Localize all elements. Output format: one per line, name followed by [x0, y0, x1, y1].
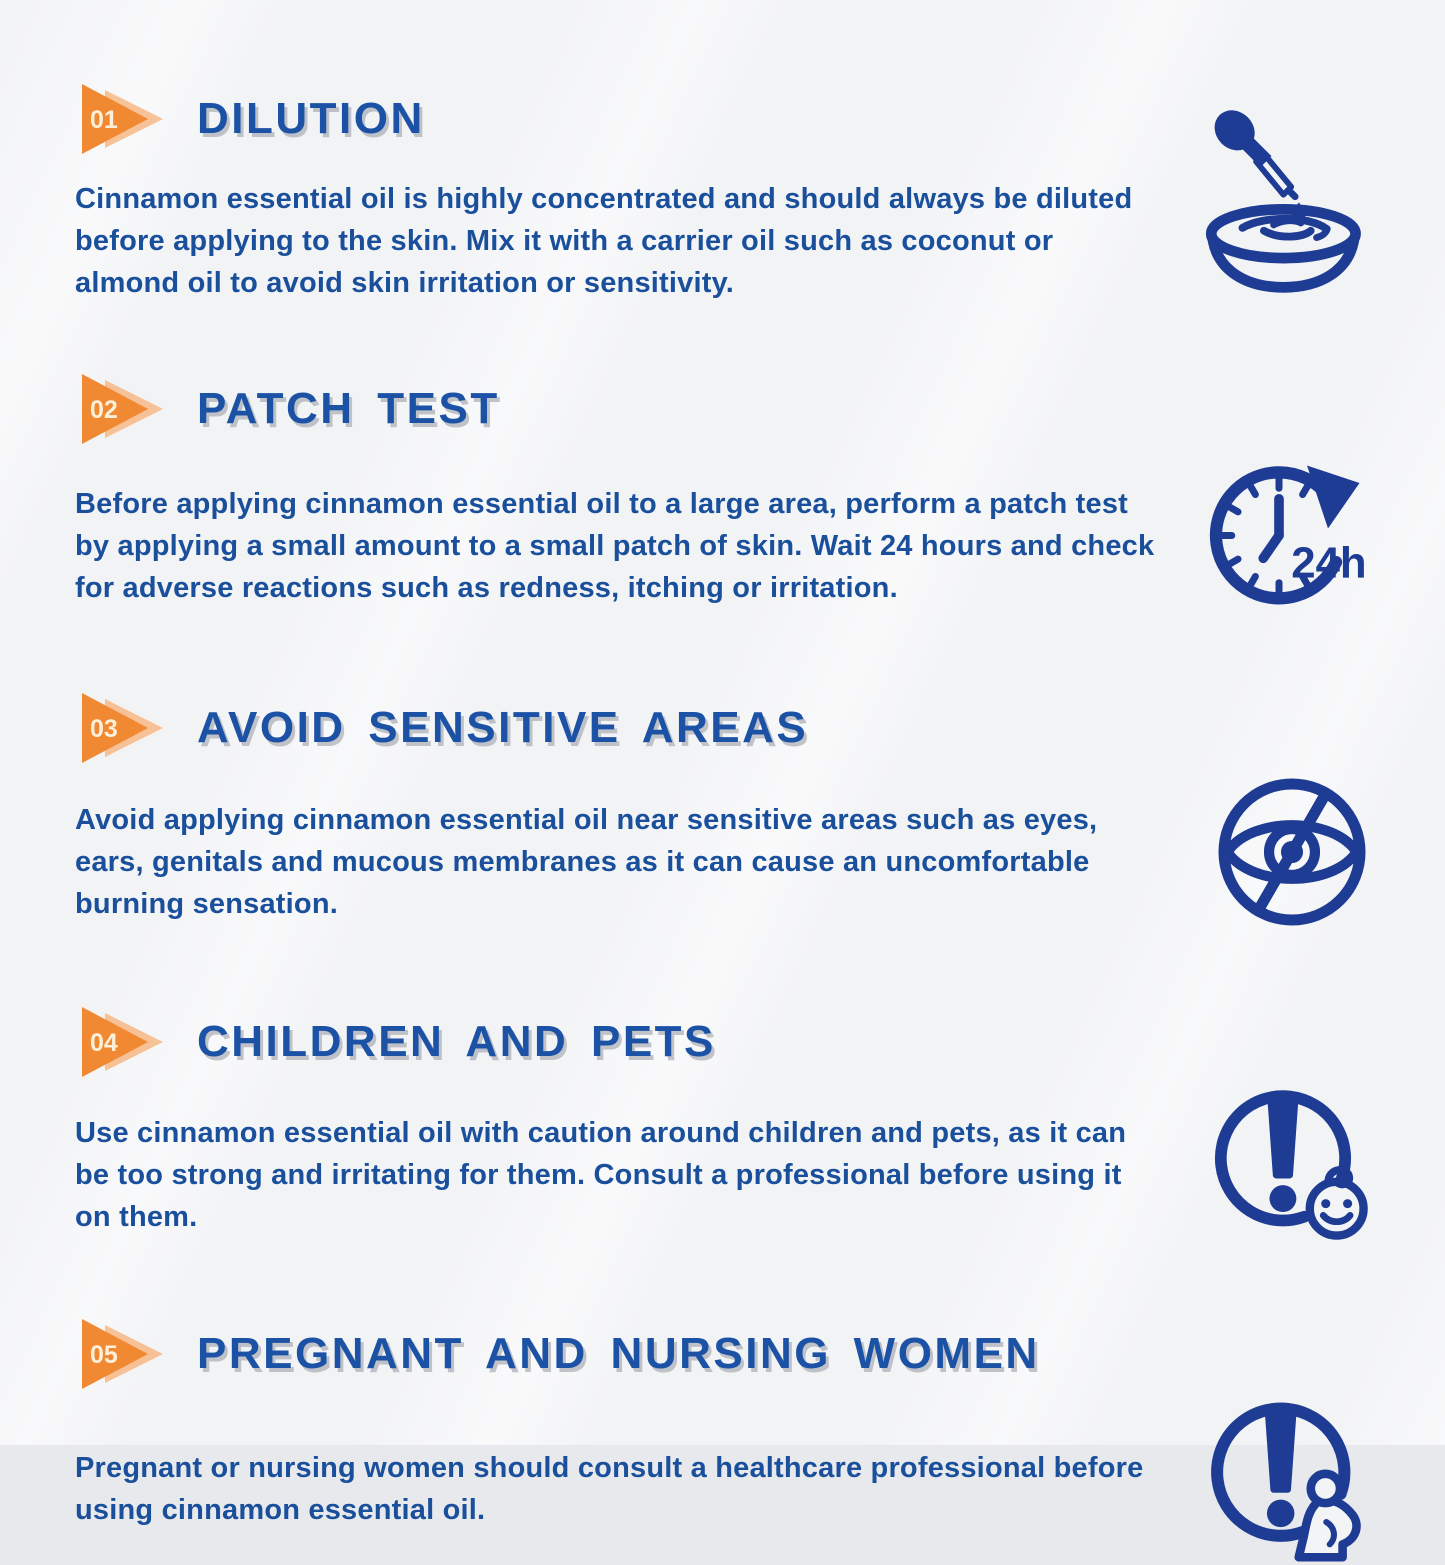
svg-text:01: 01 [90, 106, 118, 134]
section-title: DILUTION [197, 94, 425, 143]
svg-text:24h: 24h [1291, 538, 1367, 588]
section-header [75, 1003, 1385, 1081]
section-paragraph: Use cinnamon essential oil with caution around children and pets, as it can be too strong and irritating for them. Consult a professional before using it on them. [75, 1117, 1127, 1233]
step-number-badge [75, 1003, 167, 1081]
step-number-badge [75, 80, 167, 158]
section-children-and-pets [75, 1003, 1385, 1249]
step-number-badge [75, 370, 167, 448]
section-pregnant-nursing [75, 1315, 1385, 1565]
svg-text:03: 03 [90, 715, 118, 743]
section-title: AVOID SENSITIVE AREAS [197, 703, 809, 752]
section-paragraph: Before applying cinnamon essential oil to a large area, perform a patch test by applying a small amount to a small patch of skin. Wait 24 hours and check for adverse reactions such as redness, itching or irritation. [75, 487, 1155, 604]
dropper-bowl-icon [1182, 105, 1377, 300]
section-title: PREGNANT AND NURSING WOMEN [197, 1329, 1040, 1378]
warning-pregnant-icon [1205, 1393, 1377, 1565]
section-title: CHILDREN AND PETS [197, 1017, 716, 1066]
step-number-badge [75, 1315, 167, 1393]
section-paragraph: Avoid applying cinnamon essential oil near sensitive areas such as eyes, ears, genitals and mucous membranes as it can cause an uncomfortable burning sensation. [75, 804, 1098, 920]
section-patch-test [75, 370, 1385, 623]
section-paragraph: Pregnant or nursing women should consult a healthcare professional before using cinnamon essential oil. [75, 1452, 1144, 1526]
section-avoid-sensitive-areas [75, 689, 1385, 937]
no-eye-icon [1207, 767, 1377, 937]
svg-text:04: 04 [90, 1029, 118, 1057]
section-header [75, 689, 1385, 767]
section-header [75, 370, 1385, 448]
section-dilution [75, 80, 1385, 304]
section-title: PATCH TEST [197, 384, 500, 433]
step-number-badge [75, 689, 167, 767]
svg-text:02: 02 [90, 396, 118, 424]
clock-24h-icon [1202, 448, 1377, 623]
warning-baby-icon [1209, 1081, 1377, 1249]
svg-text:05: 05 [90, 1341, 118, 1369]
section-paragraph: Cinnamon essential oil is highly concentrated and should always be diluted before applying to the skin. Mix it with a carrier oil such as coconut or almond oil to avoid skin irritation or sensitivity. [75, 183, 1133, 299]
section-header [75, 1315, 1385, 1393]
